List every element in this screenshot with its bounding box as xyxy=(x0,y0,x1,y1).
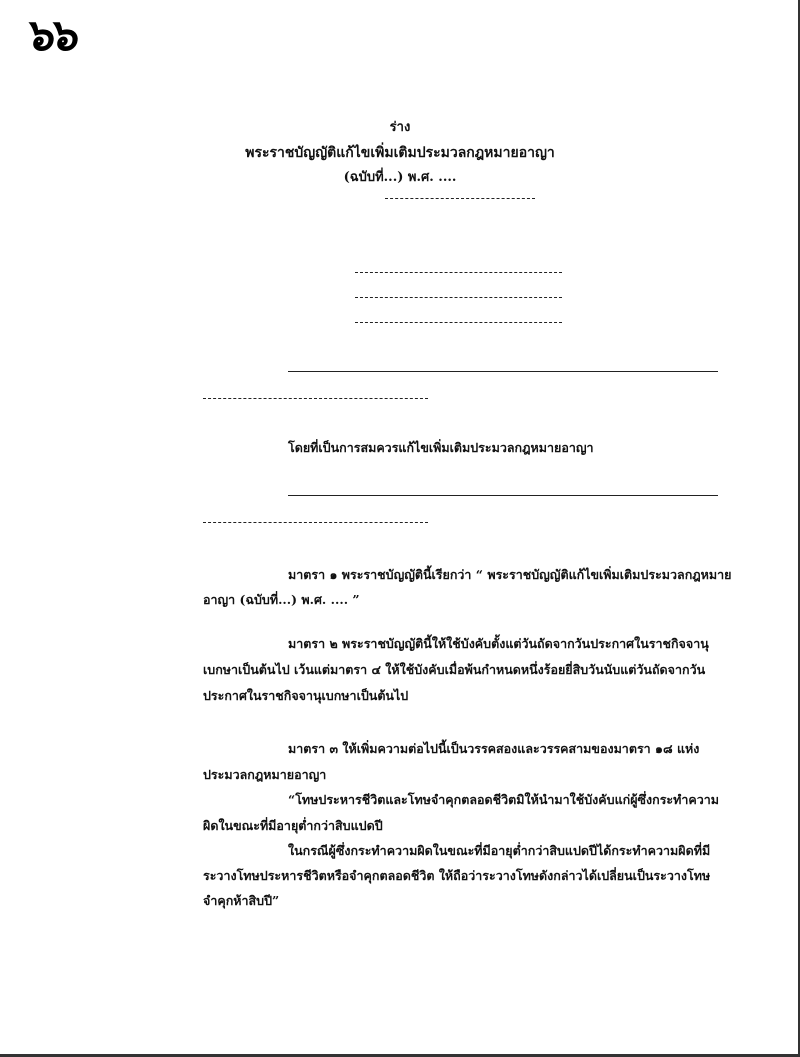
section-3-line-4: ผิดในขณะที่มีอายุต่ำกว่าสิบแปดปี xyxy=(203,818,383,833)
draft-label: ร่าง xyxy=(389,120,411,135)
document-edition: (ฉบับที่...) พ.ศ. .... xyxy=(343,170,457,185)
signature-line-3 xyxy=(355,322,562,323)
preamble-text: โดยที่เป็นการสมควรแก้ไขเพิ่มเติมประมวลกฎหมายอาญา xyxy=(288,440,594,455)
section-1-line-2: อาญา (ฉบับที่...) พ.ศ. .... ” xyxy=(203,592,360,607)
document-title: พระราชบัญญัติแก้ไขเพิ่มเติมประมวลกฎหมายอาญา xyxy=(245,145,555,161)
signature-line-1 xyxy=(355,272,562,273)
section-3-line-1: มาตรา ๓ ให้เพิ่มความต่อไปนี้เป็นวรรคสองและวรรคสามของมาตรา ๑๘ แห่ง xyxy=(288,741,700,756)
section-2-line-1: มาตรา ๒ พระราชบัญญัตินี้ให้ใช้บังคับตั้งแต่วันถัดจากวันประกาศในราชกิจจานุ xyxy=(288,636,709,651)
blank-line-3 xyxy=(288,495,718,496)
section-1-line-1: มาตรา ๑ พระราชบัญญัตินี้เรียกว่า “ พระราชบัญญัติแก้ไขเพิ่มเติมประมวลกฎหมาย xyxy=(288,567,732,582)
blank-line-1 xyxy=(288,371,718,372)
section-3-line-3: “โทษประหารชีวิตและโทษจำคุกตลอดชีวิตมิให้นำมาใช้บังคับแก่ผู้ซึ่งกระทำความ xyxy=(288,792,720,807)
section-3-line-5: ในกรณีผู้ซึ่งกระทำความผิดในขณะที่มีอายุต่ำกว่าสิบแปดปีได้กระทำความผิดที่มี xyxy=(288,843,711,858)
section-2-line-2: เบกษาเป็นต้นไป เว้นแต่มาตรา ๔ ให้ใช้บังคับเมื่อพ้นกำหนดหนึ่งร้อยยี่สิบวันนับแต่วันถัดจากวัน xyxy=(203,662,706,677)
section-3-line-6: ระวางโทษประหารชีวิตหรือจำคุกตลอดชีวิต ให้ถือว่าระวางโทษดังกล่าวได้เปลี่ยนเป็นระวางโทษ xyxy=(203,868,711,883)
section-2-line-3: ประกาศในราชกิจจานุเบกษาเป็นต้นไป xyxy=(203,688,409,703)
blank-line-4 xyxy=(203,522,428,523)
title-separator xyxy=(385,198,535,199)
blank-line-2 xyxy=(203,398,428,399)
section-3-line-2: ประมวลกฎหมายอาญา xyxy=(203,767,327,782)
signature-line-2 xyxy=(355,297,562,298)
handwritten-page-number: ๖๖ xyxy=(24,10,80,61)
section-3-line-7: จำคุกห้าสิบปี” xyxy=(203,893,280,908)
